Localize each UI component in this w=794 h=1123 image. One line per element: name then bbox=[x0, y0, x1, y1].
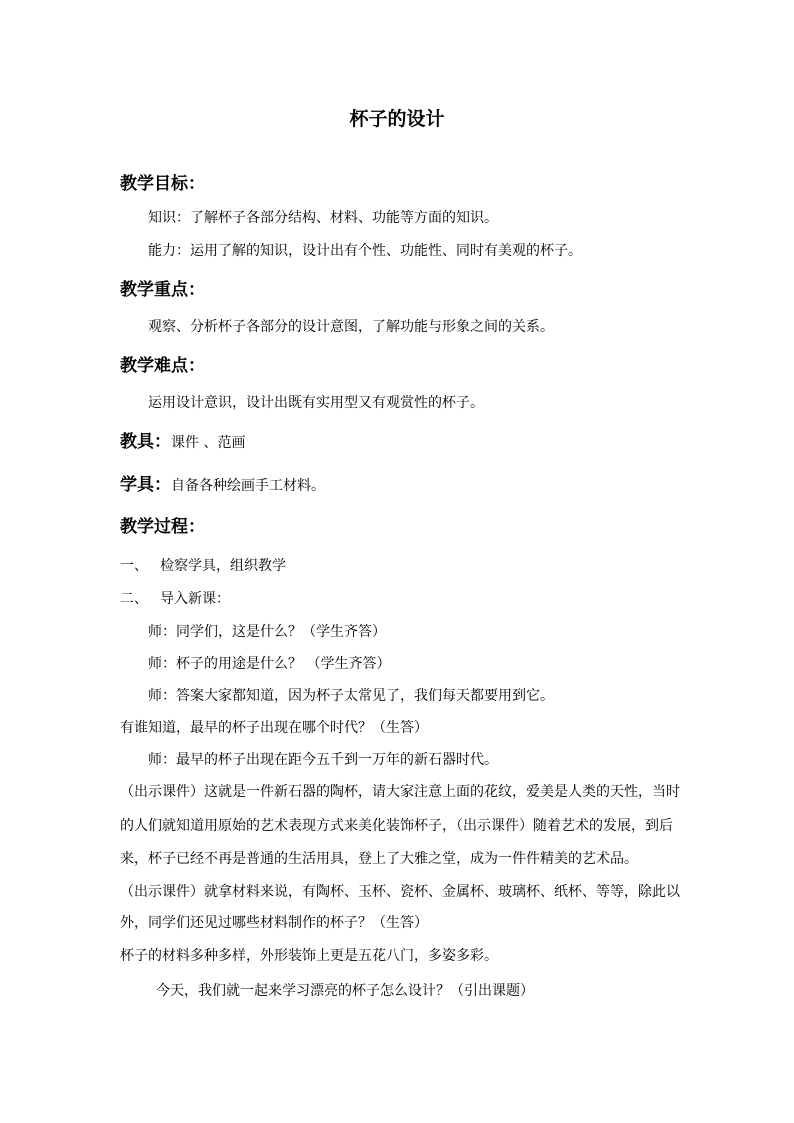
dialogue-line: 师：最早的杯子出现在距今五千到一万年的新石器时代。 bbox=[148, 752, 498, 768]
process-step-1 bbox=[120, 556, 286, 576]
dialogue-line: 师：答案大家都知道，因为杯子太常见了，我们每天都要用到它。 bbox=[148, 688, 554, 704]
paragraph-line: 的人们就知道用原始的艺术表现方式来美化装饰杯子，（出示课件）随着艺术的发展，到后 bbox=[120, 818, 673, 834]
teaching-tools-heading: 教具： bbox=[120, 432, 171, 452]
step-number: 二、 bbox=[120, 591, 148, 607]
document-title: 杯子的设计 bbox=[349, 108, 445, 130]
paragraph-line: 杯子的材料多种多样，外形装饰上更是五花八门，多姿多彩。 bbox=[120, 948, 498, 964]
process-heading: 教学过程： bbox=[120, 517, 205, 537]
step-text: 导入新课： bbox=[160, 591, 230, 607]
dialogue-line: 有谁知道，最早的杯子出现在哪个时代？（生答） bbox=[120, 720, 428, 736]
paragraph-line: （出示课件）就拿材料来说，有陶杯、玉杯、瓷杯、金属杯、玻璃杯、纸杯、等等，除此以 bbox=[120, 884, 680, 900]
paragraph-line: 外，同学们还见过哪些材料制作的杯子？（生答） bbox=[120, 915, 428, 931]
objectives-heading: 教学目标： bbox=[120, 174, 205, 194]
teaching-tools-row bbox=[120, 430, 245, 455]
objective-ability: 能力：运用了解的知识，设计出有个性、功能性、同时有美观的杯子。 bbox=[148, 243, 582, 259]
step-text: 检察学具，组织教学 bbox=[160, 558, 286, 574]
key-points-heading: 教学重点： bbox=[120, 280, 205, 300]
objective-knowledge: 知识：了解杯子各部分结构、材料、功能等方面的知识。 bbox=[148, 210, 498, 226]
difficulties-text: 运用设计意识，设计出既有实用型又有观赏性的杯子。 bbox=[148, 395, 484, 411]
learning-tools-text: 自备各种绘画手工材料。 bbox=[171, 478, 325, 494]
process-step-2 bbox=[120, 589, 230, 609]
dialogue-line: 师：杯子的用途是什么？ （学生齐答） bbox=[148, 656, 391, 672]
dialogue-line: 师：同学们，这是什么？（学生齐答） bbox=[148, 624, 386, 640]
difficulties-heading: 教学难点： bbox=[120, 356, 205, 376]
teaching-tools-text: 课件 、范画 bbox=[171, 435, 246, 451]
learning-tools-row bbox=[120, 473, 325, 498]
paragraph-line: （出示课件）这就是一件新石器的陶杯，请大家注意上面的花纹，爱美是人类的天性，当时 bbox=[120, 784, 680, 800]
learning-tools-heading: 学具： bbox=[120, 475, 171, 495]
paragraph-line: 来，杯子已经不再是普通的生活用具，登上了大雅之堂，成为一件件精美的艺术品。 bbox=[120, 851, 638, 867]
key-points-text: 观察、分析杯子各部分的设计意图，了解功能与形象之间的关系。 bbox=[148, 319, 554, 335]
step-number: 一、 bbox=[120, 558, 148, 574]
paragraph-line: 今天，我们就一起来学习漂亮的杯子怎么设计？（引出课题） bbox=[156, 983, 534, 999]
